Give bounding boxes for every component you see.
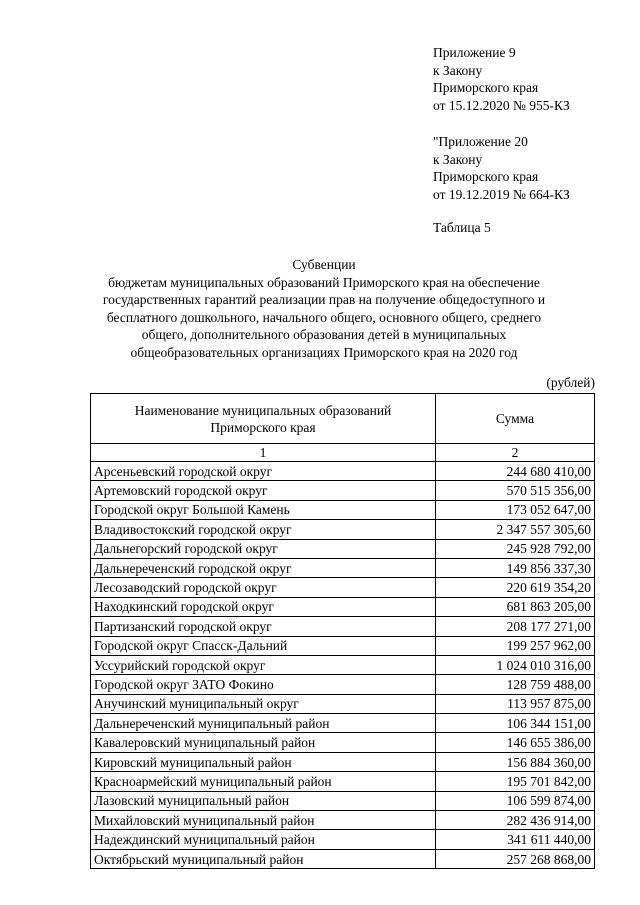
subvention-amount: 173 052 647,00: [436, 500, 595, 519]
document-title: [60, 256, 588, 361]
subvention-amount: 2 347 557 305,60: [436, 520, 595, 539]
municipality-name: Дальнереченский городской округ: [91, 558, 436, 577]
table-row: [91, 500, 595, 519]
subvention-amount: 220 619 354,20: [436, 578, 595, 597]
appendix-previous-reference: [433, 133, 570, 203]
table-row: [91, 597, 595, 616]
municipality-name: Лазовский муниципальный район: [91, 791, 436, 810]
subvention-amount: 282 436 914,00: [436, 811, 595, 830]
table-row: [91, 655, 595, 674]
subvention-amount: 199 257 962,00: [436, 636, 595, 655]
table-row: [91, 733, 595, 752]
table-row: [91, 694, 595, 713]
column-number: 1: [91, 444, 436, 462]
table-row: [91, 617, 595, 636]
subvention-amount: 1 024 010 316,00: [436, 655, 595, 674]
title-line: бесплатного дошкольного, начального общего, основного общего, среднего: [106, 309, 542, 325]
subvention-amount: 208 177 271,00: [436, 617, 595, 636]
municipality-name: Лесозаводский городской округ: [91, 578, 436, 597]
table-row: [91, 558, 595, 577]
municipality-name: Кавалеровский муниципальный район: [91, 733, 436, 752]
appendix-law-ref: к Закону: [433, 62, 483, 78]
municipality-name: Дальнегорский городской округ: [91, 539, 436, 558]
title-line: Субвенции: [292, 257, 356, 272]
subvention-amount: 244 680 410,00: [436, 462, 595, 481]
table-row: [91, 636, 595, 655]
table-row: [91, 462, 595, 481]
subvention-amount: 257 268 868,00: [436, 849, 595, 868]
table-row: [91, 539, 595, 558]
title-line: бюджетам муниципальных образований Приморского края на обеспечение: [108, 274, 540, 290]
municipality-name: Арсеньевский городской округ: [91, 462, 436, 481]
appendix-law-ref: к Закону: [433, 151, 483, 167]
municipality-name: Находкинский городской округ: [91, 597, 436, 616]
appendix-law-date: от 15.12.2020 № 955-КЗ: [433, 97, 570, 113]
appendix-current-reference: [433, 44, 570, 114]
table-row: [91, 791, 595, 810]
municipality-name: Городской округ ЗАТО Фокино: [91, 675, 436, 694]
table-row: [91, 520, 595, 539]
table-row: [91, 830, 595, 849]
table-header-row: [91, 394, 595, 444]
municipality-name: Владивостокский городской округ: [91, 520, 436, 539]
table-row: [91, 811, 595, 830]
column-number: 2: [436, 444, 595, 462]
subvention-amount: 106 344 151,00: [436, 714, 595, 733]
table-row: [91, 714, 595, 733]
subvention-amount: 195 701 842,00: [436, 772, 595, 791]
table-row: [91, 849, 595, 868]
subvention-amount: 156 884 360,00: [436, 752, 595, 771]
header-name: [91, 394, 436, 444]
appendix-region: Приморского края: [433, 80, 539, 95]
municipality-name: Городской округ Спасск-Дальний: [91, 636, 436, 655]
table-row: [91, 675, 595, 694]
appendix-law-date: от 19.12.2019 № 664-КЗ: [433, 186, 570, 202]
subvention-amount: 113 957 875,00: [436, 694, 595, 713]
header-name-line: Наименование муниципальных образований: [134, 402, 392, 418]
subvention-amount: 149 856 337,30: [436, 558, 595, 577]
appendix-region: Приморского края: [433, 169, 539, 184]
municipality-name: Артемовский городской округ: [91, 481, 436, 500]
title-line: общеобразовательных организациях Приморского края на 2020 год: [130, 344, 518, 360]
header-name-line: Приморского края: [210, 419, 316, 435]
appendix-title: Приложение 9: [433, 45, 516, 60]
subvention-amount: 128 759 488,00: [436, 675, 595, 694]
municipality-name: Партизанский городской округ: [91, 617, 436, 636]
subvention-amount: 245 928 792,00: [436, 539, 595, 558]
subvention-amount: 681 863 205,00: [436, 597, 595, 616]
municipality-name: Михайловский муниципальный район: [91, 811, 436, 830]
municipality-name: Уссурийский городской округ: [91, 655, 436, 674]
municipality-name: Дальнереченский муниципальный район: [91, 714, 436, 733]
subvention-amount: 146 655 386,00: [436, 733, 595, 752]
table-row: [91, 481, 595, 500]
municipality-name: Городской округ Большой Камень: [91, 500, 436, 519]
subvention-amount: 106 599 874,00: [436, 791, 595, 810]
title-line: государственных гарантий реализации прав на получение общедоступного и: [102, 292, 546, 307]
subvention-amount: 570 515 356,00: [436, 481, 595, 500]
subvention-amount: 341 611 440,00: [436, 830, 595, 849]
table-row: [91, 772, 595, 791]
municipality-name: Кировский муниципальный район: [91, 752, 436, 771]
municipality-name: Анучинский муниципальный округ: [91, 694, 436, 713]
title-line: общего, дополнительного образования детей в муниципальных: [141, 327, 507, 342]
table-row: [91, 578, 595, 597]
subventions-table: [90, 393, 595, 869]
appendix-title: "Приложение 20: [433, 134, 528, 149]
municipality-name: Октябрьский муниципальный район: [91, 849, 436, 868]
municipality-name: Надеждинский муниципальный район: [91, 830, 436, 849]
table-number: Таблица 5: [433, 220, 491, 235]
table-row: [91, 752, 595, 771]
municipality-name: Красноармейский муниципальный район: [91, 772, 436, 791]
header-amount: Сумма: [436, 394, 595, 444]
unit-label: (рублей): [546, 375, 595, 390]
column-number-row: [91, 444, 595, 462]
